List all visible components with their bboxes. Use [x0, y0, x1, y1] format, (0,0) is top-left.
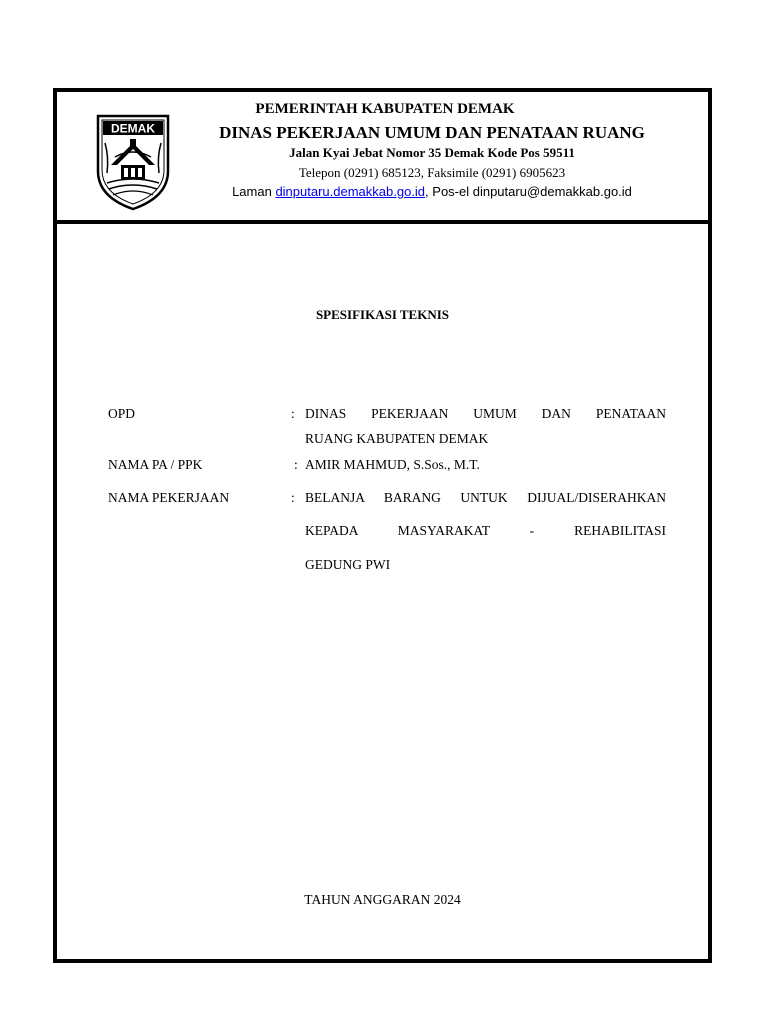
agency-phone: Telepon (0291) 685123, Faksimile (0291) 6905623 — [298, 165, 566, 180]
pekerjaan-value-line2: KEPADA MASYARAKAT - REHABILITASI — [305, 523, 666, 538]
agency-contact — [205, 184, 659, 199]
pekerjaan-value-line1: BELANJA BARANG UNTUK DIJUAL/DISERAHKAN — [305, 490, 666, 505]
pekerjaan-value-line3: GEDUNG PWI — [305, 557, 391, 572]
document-frame — [53, 88, 712, 963]
web-prefix: Laman — [232, 184, 276, 199]
website-link[interactable]: dinputaru.demakkab.go.id — [275, 184, 426, 199]
demak-emblem-icon — [95, 113, 171, 211]
email-text: , Pos-el dinputaru@demakkab.go.id — [425, 184, 632, 199]
agency-name: DINAS PEKERJAAN UMUM DAN PENATAAN RUANG — [219, 123, 645, 142]
pa-label: NAMA PA / PPK — [108, 457, 203, 472]
opd-colon: : — [291, 406, 295, 421]
pekerjaan-label: NAMA PEKERJAAN — [108, 490, 230, 505]
opd-label: OPD — [108, 406, 136, 421]
pa-colon: : — [294, 457, 298, 472]
opd-value-line2: RUANG KABUPATEN DEMAK — [305, 431, 489, 446]
government-name: PEMERINTAH KABUPATEN DEMAK — [255, 101, 515, 117]
letterhead — [57, 92, 708, 224]
pekerjaan-colon: : — [291, 490, 295, 505]
opd-value-line1: DINAS PEKERJAAN UMUM DAN PENATAAN — [305, 406, 666, 421]
fiscal-year: TAHUN ANGGARAN 2024 — [304, 892, 461, 907]
pa-value: AMIR MAHMUD, S.Sos., M.T. — [305, 457, 480, 472]
logo-text: DEMAK — [111, 121, 155, 136]
agency-address: Jalan Kyai Jebat Nomor 35 Demak Kode Pos 59511 — [289, 145, 575, 160]
document-title: SPESIFIKASI TEKNIS — [315, 307, 450, 322]
